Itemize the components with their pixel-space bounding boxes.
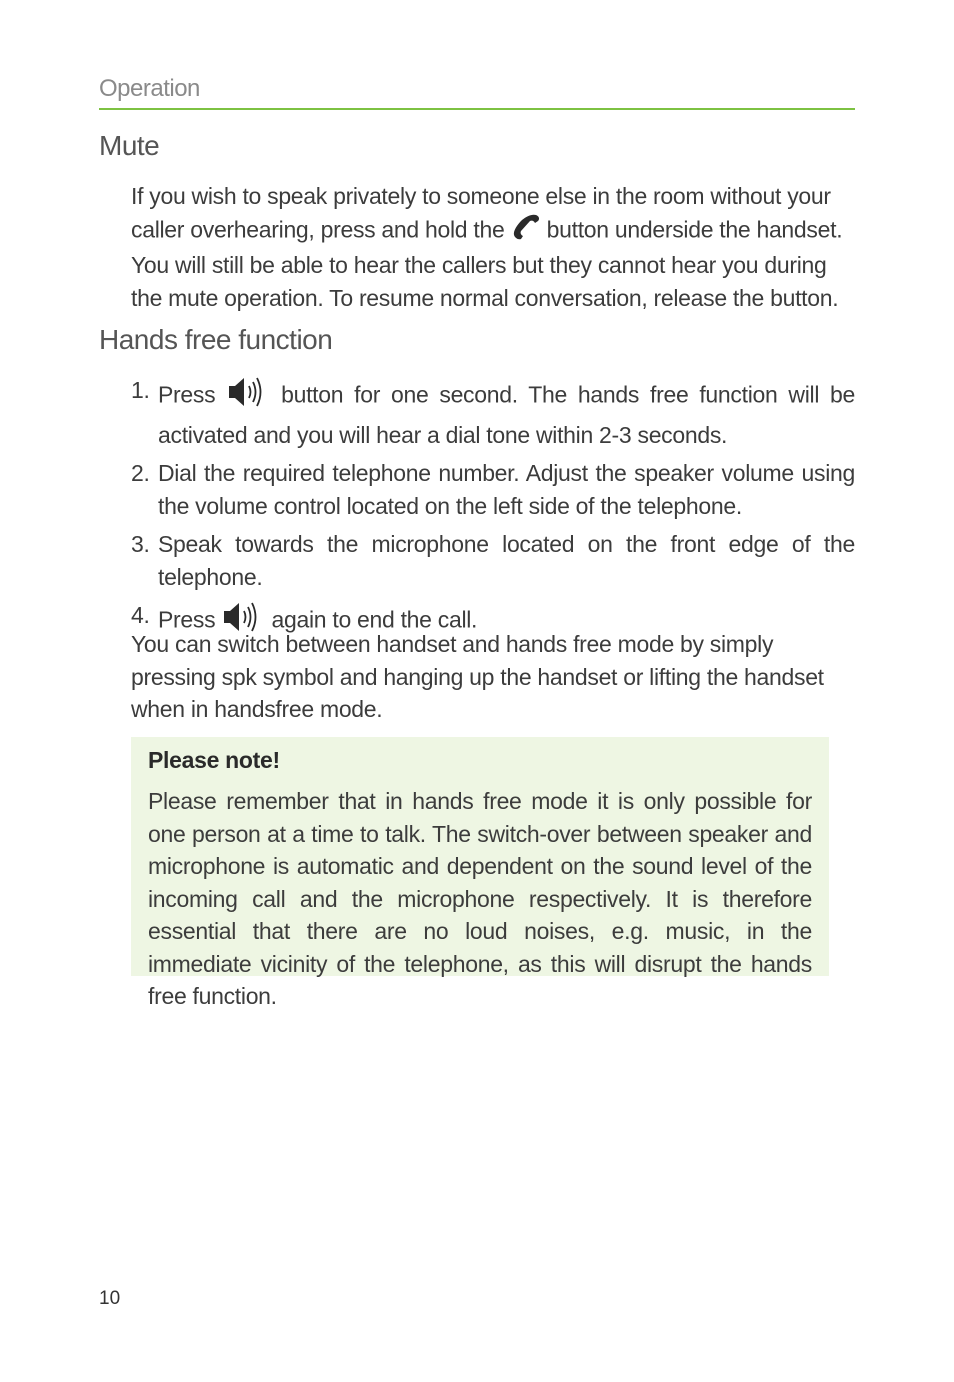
switch-mode-paragraph: You can switch between handset and hands free mode by simply pressing spk symbol and hanging up the handset or lifting the handset when in handsfree mode. xyxy=(131,631,824,722)
step-text-before: Press xyxy=(158,606,216,633)
step-text: Dial the required telephone number. Adjust the speaker volume using the volume control located on the left side of the telephone. xyxy=(158,460,855,519)
step-item xyxy=(131,457,855,522)
page-number: 10 xyxy=(99,1288,121,1309)
speaker-icon xyxy=(226,374,270,419)
step-number: 4. xyxy=(131,602,150,628)
note-body: Please remember that in hands free mode it is only possible for one person at a time to talk. The switch-over between speaker and microphone is automatic and dependent on the sound level of the incoming call and the microphone respectively. It is therefore essential that there are no loud noises, e.g. music, in the immediate vicinity of the telephone, as this will disrupt the hands free function. xyxy=(148,788,812,1009)
step-item xyxy=(131,528,855,593)
note-box xyxy=(131,737,829,1009)
hands-free-steps xyxy=(131,374,855,650)
step-text-before: Press xyxy=(158,381,216,408)
running-header xyxy=(99,74,855,110)
hands-free-heading: Hands free function xyxy=(99,324,333,355)
step-item xyxy=(131,374,855,451)
step-number: 3. xyxy=(131,531,150,557)
handset-icon xyxy=(511,213,541,250)
mute-text-part-1: If you wish to speak privately to someone else in the room without your caller overhearing, press and hold the xyxy=(131,183,831,242)
mute-heading: Mute xyxy=(99,130,160,161)
mute-paragraph xyxy=(131,180,851,314)
step-text-after: again to end the call. xyxy=(271,606,478,633)
step-number: 1. xyxy=(131,377,150,403)
step-text: Speak towards the microphone located on the front edge of the telephone. xyxy=(158,531,855,590)
step-text-after: button for one second. The hands free function will be activated and you will hear a dial tone within 2-3 seconds. xyxy=(158,381,856,448)
note-title: Please note! xyxy=(148,747,280,773)
section-label: Operation xyxy=(99,75,200,102)
mute-text-part-2: button underside the handset. You will still be able to hear the callers but they cannot hear you during the mute operation. To resume normal conversation, release the button. xyxy=(131,215,843,311)
step-number: 2. xyxy=(131,460,150,486)
